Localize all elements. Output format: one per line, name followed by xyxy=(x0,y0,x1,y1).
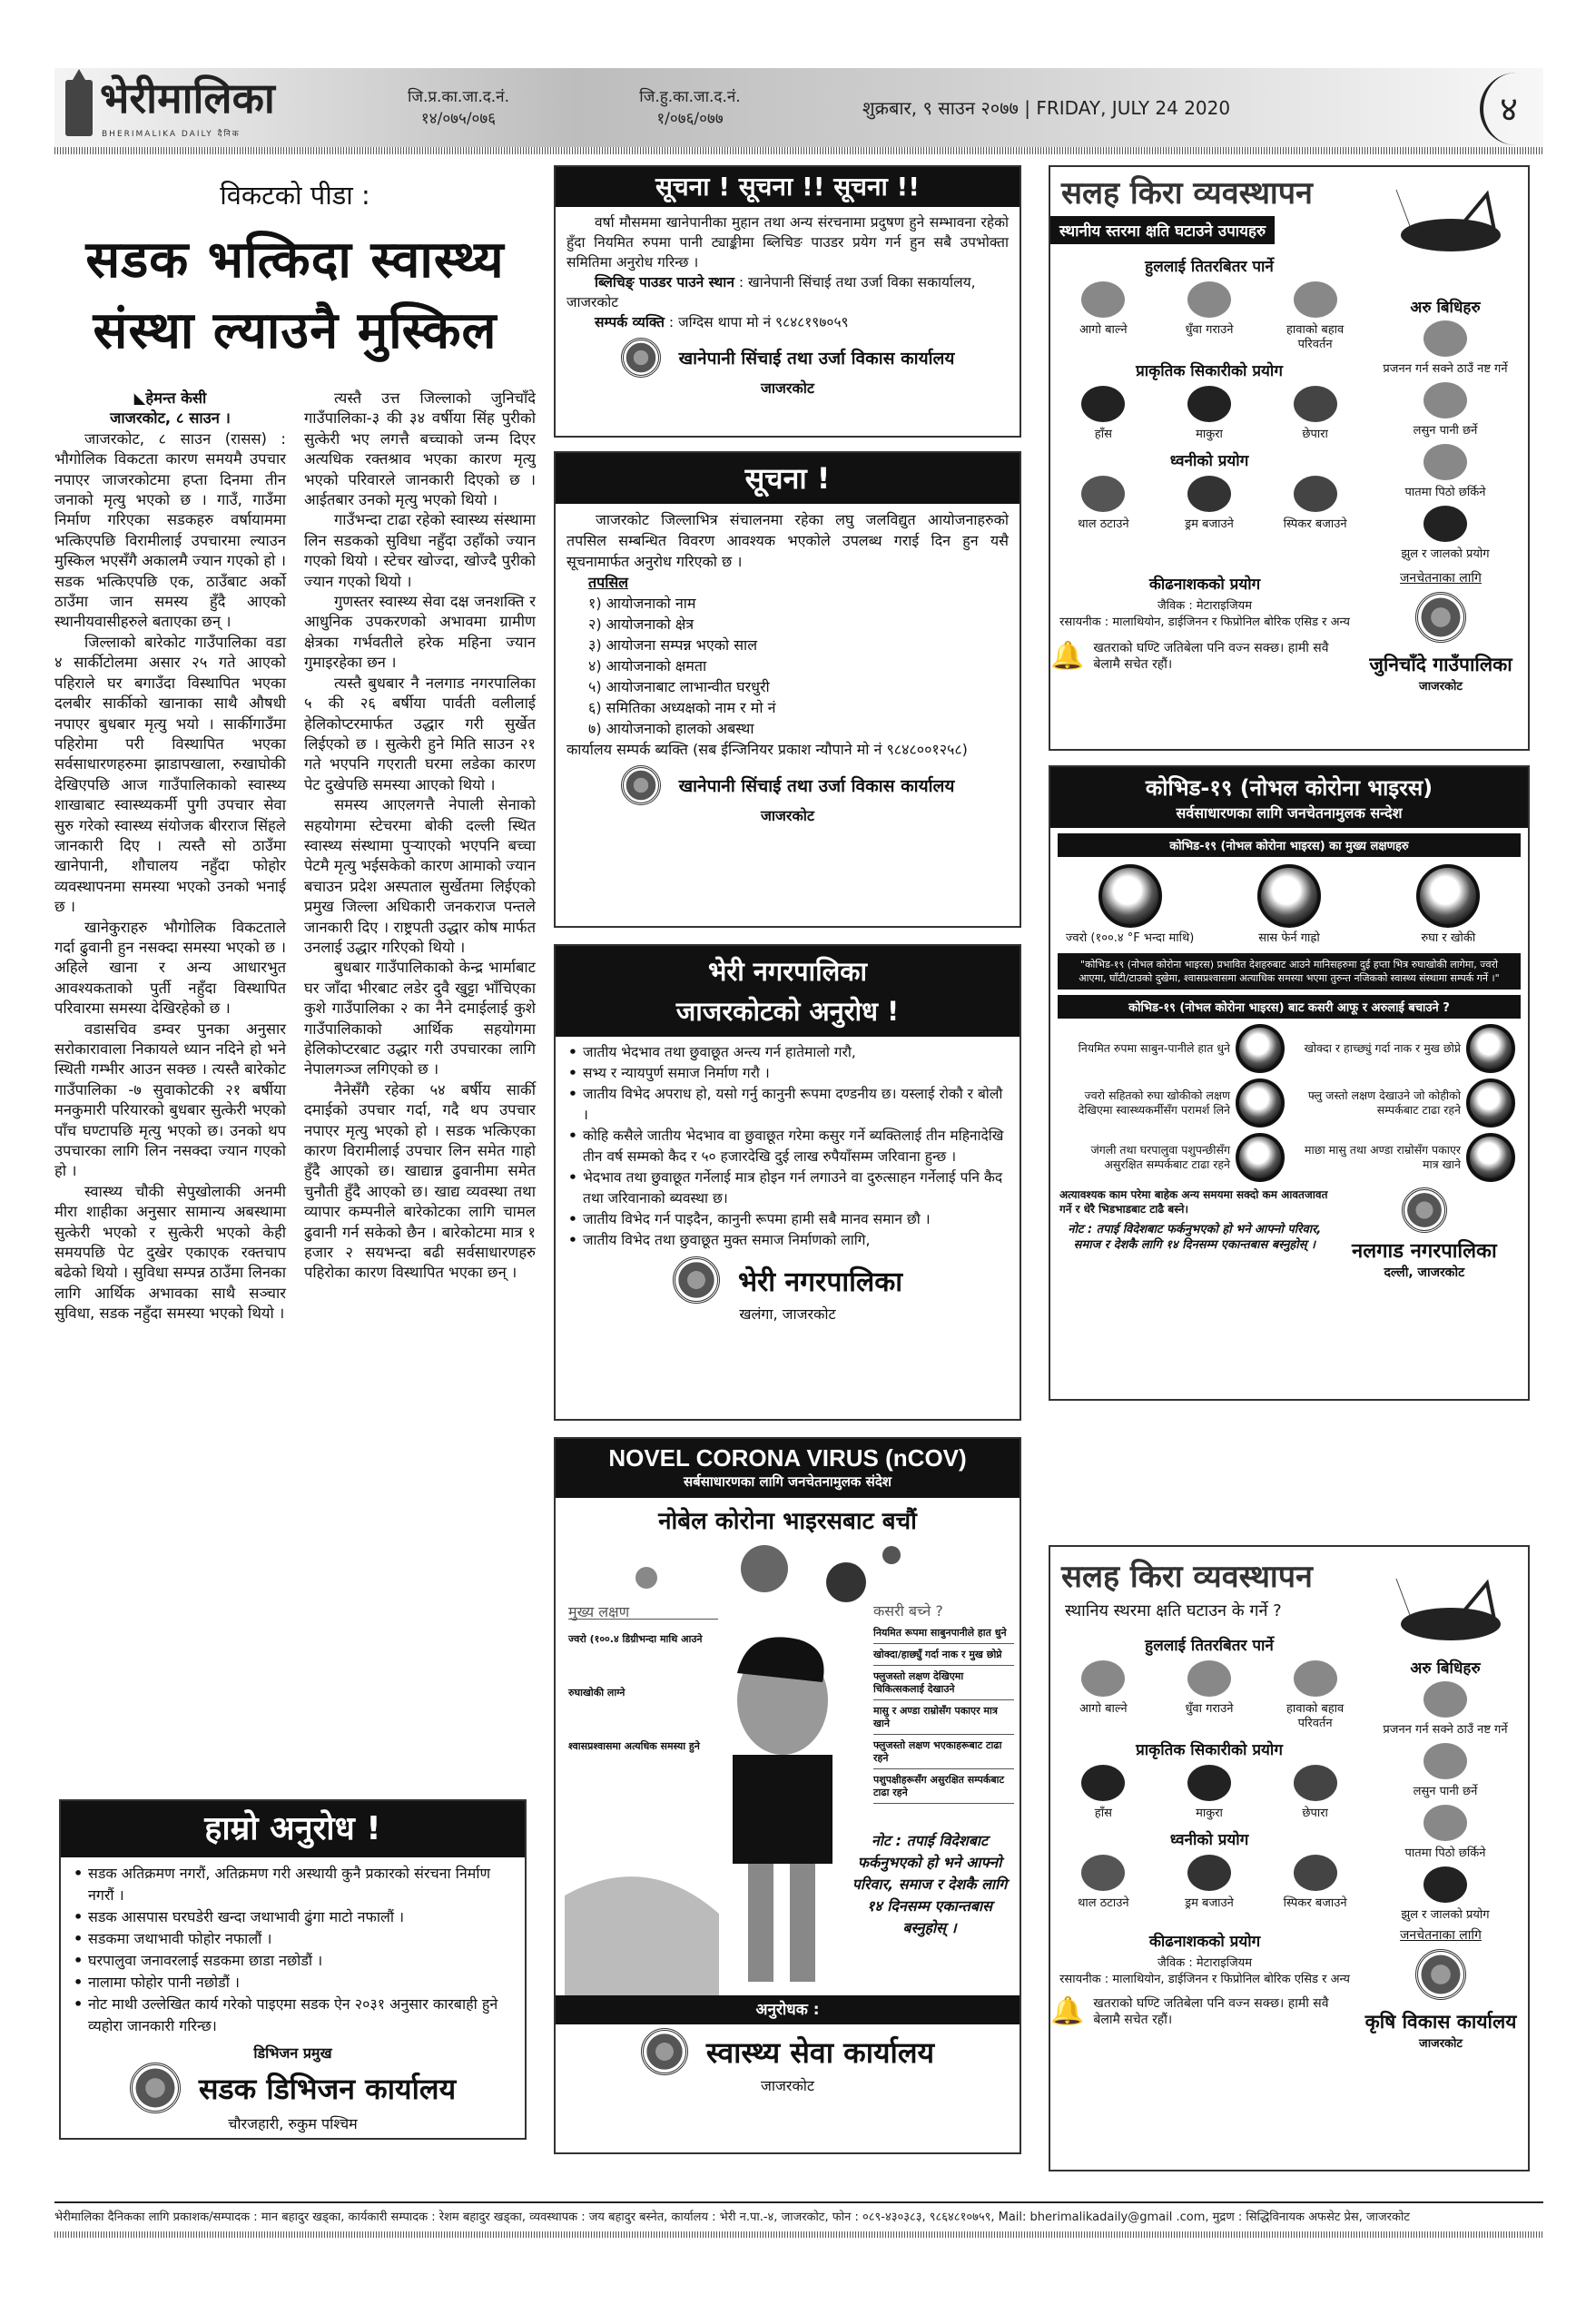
plate-icon xyxy=(1081,476,1125,512)
list-item: २) आयोजनाको क्षेत्र xyxy=(588,615,694,633)
prevention-item: फ्लुजस्तो लक्षण देखिएमा चिकित्सकलाई देखाउने xyxy=(873,1670,1014,1700)
article-column-1 xyxy=(54,389,286,1324)
bell-icon: 🔔 xyxy=(1050,1995,1085,2027)
method-label: झुल र जालको प्रयोग xyxy=(1401,1908,1490,1922)
drum-icon xyxy=(1187,476,1231,512)
list-item: ६) समितिका अध्यक्षको नाम र मो नं xyxy=(588,699,776,716)
nepal-emblem-icon xyxy=(1415,592,1466,643)
method-label: छेपारा xyxy=(1302,428,1328,441)
pesticide-bio: जैविक : मेटाराइजियम xyxy=(1157,1956,1252,1970)
notice1-org-line xyxy=(556,338,1020,378)
paragraph: वडासचिव डम्वर पुनका अनुसार सरोकारावाला निकायले ध्यान नदिने हो भने स्थिती गम्भीर आउन सक्छ । त्यस्तै बारेकोट गाउँपालिका -७ सुवाकोटकी २१ बर्षीया मनकुमारी परियारको बुधबार सुत्केरी भएको पाँच घण्टापछि मृत्यु भएको छ। उनको थप उपचारका लागि लिन नसक्दा ज्यान गएको हो । xyxy=(54,1019,286,1180)
corona-place: जाजरकोट xyxy=(761,2077,814,2094)
covid-org: नलगाड नगरपालिका xyxy=(1352,1240,1497,1263)
bheri-title-1: भेरी नगरपालिका xyxy=(707,956,868,987)
awareness-label: जनचेतनाका लागि xyxy=(1400,571,1482,586)
locust2-org: कृषि विकास कार्यालय xyxy=(1364,2011,1517,2033)
locust-ad-junichande xyxy=(1049,165,1530,751)
duck-icon xyxy=(1081,1765,1125,1801)
net-icon xyxy=(1423,1866,1467,1903)
sponsor-label: अनुरोधक : xyxy=(556,1995,1020,2024)
covid-header xyxy=(1050,767,1528,828)
spider-icon xyxy=(1187,386,1231,422)
method-label: धुँवा गराउने xyxy=(1185,1702,1234,1716)
avoid-animals-icon xyxy=(1236,1133,1285,1182)
list-item: • सभ्य र न्यायपुर्ण समाज निर्माण गरौ । xyxy=(566,1063,1009,1084)
list-item: • घरपालुवा जनावरलाई सडकमा छाडा नछोडौं । xyxy=(72,1950,514,1972)
road-ad-place: चौरजहारी, रुकुम पश्चिम xyxy=(228,2115,358,2132)
locust1-group3: ध्वनीको प्रयोग xyxy=(1169,452,1249,470)
paragraph: जाजरकोट, ८ साउन (रासस) : भौगोलिक विकटता कारण समयमै उपचार नपाएर जाजरकोटमा हप्ता दिनमा तीन जनाको मृत्यु भएको छ । गाउँ, गाउँमा निर्माण गरिएका सडकहरु वर्षायाममा भत्किएपछि विरामीलाई उपचारमा ल्याउन मुस्किल भएसँगै अकालमै ज्यान गएको हो । सडक भत्किएपछि एक, ठाउँबाट अर्को ठाउँमा जान समस्य हुँदै आएको स्थानीयवासीहरुले बताएका छन् । xyxy=(54,429,286,631)
covid-prevention-heading: कोभिड-१९ (नोभल कोरोना भाइरस) बाट कसरी आफू र अरुलाई बचाउने ? xyxy=(1058,995,1521,1019)
covid-symptoms-heading: कोभिड-१९ (नोभल कोरोना भाइरस) का मुख्य लक्षणहरु xyxy=(1058,833,1521,857)
corona-ad-heading: नोबेल कोरोना भाइरसबाट बचौं xyxy=(658,1508,917,1535)
pesticide-bio: जैविक : मेटाराइजियम xyxy=(1157,599,1252,613)
prevention-label: माछा मासु तथा अण्डा राम्रोसँग पकाएर मात्र खाने xyxy=(1304,1143,1461,1171)
locust2-group2: प्राकृतिक सिकारीको प्रयोग xyxy=(1136,1741,1283,1759)
nepal-emblem-icon xyxy=(673,1256,720,1304)
locust1-pesticide-heading: कीढनाशकको प्रयोग xyxy=(1148,576,1261,594)
paragraph: गुणस्तर स्वास्थ्य सेवा दक्ष जनशक्ति र आधुनिक उपकरणको अभावमा ग्रामीण क्षेत्रका गर्भवतीले हरेक महिना ज्यान गुमाइरहेका छन । xyxy=(304,593,536,672)
newspaper-subtitle: BHERIMALIKA DAILY दैनिक xyxy=(102,130,241,139)
method-label: माकुरा xyxy=(1196,1807,1223,1820)
locust1-title: सलह किरा व्यवस्थापन xyxy=(1061,175,1313,212)
method-label: हाँस xyxy=(1094,428,1112,441)
prevention-item: नियमित रूपमा साबुनपानीले हात धुने xyxy=(873,1627,1014,1644)
covid-place: दल्ली, जाजरकोट xyxy=(1384,1265,1465,1280)
method-label: लसुन पानी छर्ने xyxy=(1413,1785,1478,1798)
bheri-place: खलंगा, जाजरकोट xyxy=(739,1305,836,1323)
locust1-subtitle: स्थानीय स्तरमा क्षति घटाउने उपायहरु xyxy=(1050,216,1275,244)
nepal-emblem-icon xyxy=(1402,1187,1447,1233)
cook-food-icon xyxy=(1466,1133,1515,1182)
man-jacket xyxy=(733,1755,832,1864)
bheri-org-line xyxy=(556,1256,1020,1304)
footer-rule-bottom xyxy=(54,2231,1543,2238)
notice2-org: खानेपानी सिंचाई तथा उर्जा विकास कार्यालय xyxy=(678,776,955,796)
locust2-place: जाजरकोट xyxy=(1419,2037,1463,2051)
wind-icon xyxy=(1294,1660,1337,1697)
list-item: • सडकमा जथाभावी फोहोर नफालौं । xyxy=(72,1928,514,1950)
symptom-label: रुघा र खोकी xyxy=(1421,931,1476,945)
nepal-emblem-icon xyxy=(621,338,661,378)
covid19-ad-nalgad xyxy=(1049,765,1530,1401)
locust1-group1: हुललाई तितरबितर पार्ने xyxy=(1145,258,1274,276)
registration-2 xyxy=(599,86,781,130)
road-ad-org: सडक डिभिजन कार्यालय xyxy=(198,2071,457,2106)
method-label: हावाको बहाव परिवर्तन xyxy=(1286,323,1345,351)
method-label: पातमा पिठो छर्किने xyxy=(1404,1846,1486,1860)
list-item: ७) आयोजनाको हालको अबस्था xyxy=(588,720,754,737)
world-map xyxy=(565,1876,719,1995)
cover-mouth-icon xyxy=(1466,1024,1515,1073)
notice2-title: सूचना ! xyxy=(556,453,1020,504)
method-label: स्पिकर बजाउने xyxy=(1283,517,1347,531)
prevention-item: खोक्दा/हाछ्युँ गर्दा नाक र मुख छोप्ने xyxy=(873,1649,1014,1666)
smoke-icon xyxy=(1187,1660,1231,1697)
article-column-2 xyxy=(304,389,536,1324)
author: ◣हेमन्त केसी xyxy=(133,389,207,407)
covid-quote: "कोभिड-१९ (नोभल कोरोना भाइरस) प्रभावित देशहरुबाट आउने मानिसहरुमा दुई हप्ता भित्र रुघाखोकी लागेमा, ज्वरो आएमा, घाँटी/टाउको दुखेमा, श्वासप्रश्वासमा अत्याधिक समस्या भएमा तुरुन्त नजिकको स्वास्थ्य संस्थामा सम्पर्क गर्ने ।" xyxy=(1058,953,1521,990)
leaf-icon xyxy=(1423,320,1467,357)
paragraph: जिल्लाको बारेकोट गाउँपालिका वडा ४ सार्कीटोलमा असार २५ गते आएको पहिराले घर बगाउँदा विस्थापित भएका दलबीर सार्कीको खानाका साथै औषधी नपाएर बुधबार मृत्यु भयो । सार्कीगाउँमा पहिरोमा परी विस्थापित भएका सर्वसाधारणहरुमा झाडापखाला, रुखाघोकी देखिएपछि आज गाउँपालिकाको स्वास्थ्य शाखाबाट स्वास्थ्यकर्मी पुगी उपचार सेवा सुरु गरेको स्वास्थ्य संयोजक बीरराज सिंहले जानकारी दिए । त्यस्तै सो ठाउँमा खानेपानी, शौचालय नहुँदा फोहोर व्यवस्थापनमा समस्या भएको उनको भनाई छ । xyxy=(54,633,286,916)
covid-prevention-grid xyxy=(1050,1019,1528,1187)
notice1-body: वर्षा मौसममा खानेपानीका मुहान तथा अन्य संरचनामा प्रदुषण हुने सम्भावना रहेको हुँदा नियमित रुपमा पानी ट्याङ्कीमा ब्लिचिङ पाउडर प्रयेग गर्न हुन सबै उपभोक्ता समितिमा अनुरोध गरिन्छ । xyxy=(566,214,1009,271)
garlic-icon xyxy=(1423,1743,1467,1779)
article-body xyxy=(54,389,536,1324)
flour-icon xyxy=(1423,444,1467,480)
method-label: माकुरा xyxy=(1196,428,1223,441)
method-label: थाल ठटाउने xyxy=(1078,1896,1129,1910)
notice1-contact-label: सम्पर्क व्यक्ति xyxy=(595,314,665,330)
leaf-icon xyxy=(1423,1681,1467,1718)
method-label: आगो बाल्ने xyxy=(1079,1702,1128,1716)
smoke-icon xyxy=(1187,281,1231,318)
dateline: जाजरकोट, ८ साउन । xyxy=(110,409,231,428)
method-label: पातमा पिठो छर्किने xyxy=(1404,486,1486,499)
list-item: • कोहि कसैले जातीय भेदभाव वा छुवाछूत गरेमा कसुर गर्ने ब्यक्तिलाई तीन महिनादेखि तीन वर्ष सम्मको कैद र ५० हजारदेखि दुई लाख रुपैयाँसम्म जरिवाना हुन्छ । xyxy=(566,1126,1009,1167)
nepal-emblem-icon xyxy=(621,765,661,805)
corona-org: स्वास्थ्य सेवा कार्यालय xyxy=(705,2034,935,2070)
road-ad-signer: डिभिजन प्रमुख xyxy=(253,2044,332,2062)
fire-icon xyxy=(1081,281,1125,318)
megaphone-icon xyxy=(1294,1855,1337,1891)
prevention-panel xyxy=(873,1602,1014,1804)
method-label: हाँस xyxy=(1094,1807,1112,1820)
notice2-list-heading: तपसिल xyxy=(588,574,629,591)
nepal-emblem-icon xyxy=(1415,1949,1466,2000)
notice1-place-label: ब्लिचिङ् पाउडर पाउने स्थान xyxy=(595,274,734,290)
method-label: लसुन पानी छर्ने xyxy=(1413,424,1478,438)
notice2-place: जाजरकोट xyxy=(761,807,814,824)
list-item: • सडक अतिक्रमण नगरौं, अतिक्रमण गरी अस्थायी कुनै प्रकारको संरचना निर्माण नगरौं । xyxy=(72,1863,514,1906)
nepal-emblem-icon xyxy=(641,2028,688,2075)
corona-infographic xyxy=(556,1541,1020,1995)
grasshopper-icon xyxy=(1392,1574,1510,1656)
list-item: ३) आयोजना सम्पन्न भएको साल xyxy=(588,636,758,654)
virus-icon xyxy=(882,1546,901,1564)
locust2-group3-items xyxy=(1050,1855,1368,1911)
road-ad-org-line xyxy=(61,2063,525,2113)
method-label: थाल ठटाउने xyxy=(1078,517,1129,531)
locust2-pesticide-heading: कीढनाशकको प्रयोग xyxy=(1148,1933,1261,1951)
handwash-icon xyxy=(1236,1024,1285,1073)
notice2-body: जाजरकोट जिल्लाभित्र संचालनमा रहेका लघु जलविद्युत आयोजनाहरुको तपसिल सम्बन्धित विवरण आवश्यक भएकोले उपलब्ध गराई दिन हुन यसै सूचनामार्फत अनुरोध गरिएको छ । xyxy=(566,511,1009,570)
newspaper-logo xyxy=(65,73,356,145)
list-item: • जातीय विभेद अपराध हो, यसो गर्नु कानुनी रूपमा दण्डनीय छ। यस्लाई रोकौ र बोलौ । xyxy=(566,1084,1009,1126)
symptom-item: श्वासप्रश्वासमा अत्यधिक समस्या हुने xyxy=(568,1740,700,1752)
water-notice-1 xyxy=(554,165,1021,438)
notice1-contact-value: : जग्दिस थापा मो नं ९८४८१९७०५९ xyxy=(668,314,849,330)
fire-icon xyxy=(1081,1660,1125,1697)
spider-icon xyxy=(1187,1765,1231,1801)
locust2-other-heading: अरु बिधिहरु xyxy=(1410,1659,1481,1678)
reg2-label: जि.हु.का.जा.द.नं. xyxy=(639,88,741,106)
road-ad-list xyxy=(61,1857,525,2043)
method-label: हावाको बहाव परिवर्तन xyxy=(1286,1702,1345,1730)
locust2-group1-items xyxy=(1050,1660,1368,1731)
symptom-item: ज्वरो (१००.४ डिग्रीभन्दा माथि आउने xyxy=(568,1633,703,1645)
list-item: १) आयोजनाको नाम xyxy=(588,595,696,612)
prevention-item: फ्लुजस्तो लक्षण भएकाहरूबाट टाढा रहने xyxy=(873,1739,1014,1769)
prevention-label: नियमित रुपमा साबुन-पानीले हात धुने xyxy=(1078,1041,1230,1055)
headline-line-1: सडक भत्किदा स्वास्थ्य xyxy=(85,231,505,290)
footer-imprint: भेरीमालिका दैनिकका लागि प्रकाशक/सम्पादक : मान बहादुर खड्का, कार्यकारी सम्पादक : रेशम बहादुर खड्का, व्यवस्थापक : जय बहादुर बस्नेत, कार्यालय : भेरी न.पा.-४, जाजरकोट, फोन : ०८९-४३०३८३, ९८६४८१०७५९, Mail: bherimalikadaily@gmail .com, मुद्रण : सिद्धिविनायक अफसेट प्रेस, जाजरकोट xyxy=(54,2211,1410,2224)
virus-icon xyxy=(635,1567,657,1589)
pesticide-chem: रसायनीक : मालाथियोन, डाईजिनन र फिप्रोनिल बोरिक एसिड र अन्य xyxy=(1059,1973,1350,1986)
corona-ad-header xyxy=(556,1439,1020,1498)
method-label: प्रजनन गर्न सक्ने ठाउँ नष्ट गर्ने xyxy=(1383,362,1508,376)
virus-icon xyxy=(741,1545,788,1592)
paragraph: गाउँभन्दा टाढा रहेको स्वास्थ्य संस्थामा लिन सडकको सुविधा नहुँदा उहाँको ज्यान गएको थियो । स्टेचर खोज्दा, खोज्दै पुरीको ज्यान गएको थियो । xyxy=(304,511,536,590)
reg1-value: १४/०७५/०७६ xyxy=(420,110,497,128)
symptom-label: ज्वरो (१००.४ °F भन्दा माथि) xyxy=(1065,931,1195,945)
paragraph: त्यस्तै उत्त जिल्लाको जुनिचाँदे गाउँपालिका-३ की ३४ वर्षीया सिंह पुरीको सुत्केरी भए लगत्तै बच्चाको जन्म दिएर अत्यधिक रक्तश्राव भएका कारण मृत्यु भएको परिवारले जानकारी दिएको छ । आईतबार उनको मृत्यु भएको थियो । xyxy=(304,389,536,509)
issue-date: शुक्रबार, ९ साउन २०७७ | FRIDAY, JULY 24 2020 xyxy=(862,97,1231,119)
headline-line-2: संस्था ल्याउनै मुस्किल xyxy=(93,301,497,360)
list-item: ४) आयोजनाको क्षमता xyxy=(588,657,707,675)
prevention-item: मासु र अण्डा राम्रोसँग पकाएर मात्र खाने xyxy=(873,1705,1014,1735)
locust2-group3: ध्वनीको प्रयोग xyxy=(1169,1831,1249,1849)
novel-corona-ad xyxy=(554,1437,1021,2154)
footer-rule-top xyxy=(54,2201,1543,2203)
main-article xyxy=(54,168,536,1324)
road-division-ad xyxy=(59,1799,527,2140)
prevention-label: ज्वरो सहितको रुघा खोकीको लक्षण देखिएमा स्वास्थ्यकर्मीसँग परामर्श लिने xyxy=(1078,1088,1230,1117)
list-item: • भेदभाव तथा छुवाछूत गर्नेलाई मात्र होइन गर्न लगाउने वा दुरुत्साहन गर्नेलाई पनि कैद तथा जरिवानाको ब्यवस्था छ। xyxy=(566,1167,1009,1209)
masthead-rule xyxy=(54,147,1543,154)
list-item: • नोट माथी उल्लेखित कार्य गरेको पाइएमा सडक ऐन २०३१ अनुसार कारबाही हुने व्यहोरा जानकारी गरिन्छ। xyxy=(72,1994,514,2037)
nepal-emblem-icon xyxy=(130,2063,181,2113)
method-label: झुल र जालको प्रयोग xyxy=(1401,547,1490,561)
list-item: • नालामा फोहोर पानी नछोडौं । xyxy=(72,1972,514,1994)
covid-advice: अत्यावश्यक काम परेमा बाहेक अन्य समयमा सक्दो कम आवतजावत गर्ने र धेरै भिडभाडबाट टाढै बस्ने। xyxy=(1059,1188,1328,1216)
article-kicker: विकटको पीडा : xyxy=(220,180,370,211)
locust2-group1: हुललाई तितरबितर पार्ने xyxy=(1145,1637,1274,1655)
article-headline xyxy=(54,225,536,367)
notice1-place: जाजरकोट xyxy=(761,379,814,397)
symptoms-label: मुख्य लक्षण xyxy=(568,1605,718,1620)
locust1-other-heading: अरु बिधिहरु xyxy=(1410,299,1481,317)
corona-ad-title: NOVEL CORONA VIRUS (nCOV) xyxy=(608,1444,967,1472)
bheri-ad-list xyxy=(556,1037,1020,1256)
method-label: आगो बाल्ने xyxy=(1079,323,1128,337)
bheri-ad-title xyxy=(556,946,1020,1037)
prevention-item: पशुपक्षीहरूसँग असुरक्षित सम्पर्कबाट टाढा रहने xyxy=(873,1774,1014,1804)
bheri-title-2: जाजरकोटको अनुरोध ! xyxy=(675,996,900,1027)
paragraph: स्वास्थ्य चौकी सेपुखोलाकी अनमी मीरा शाहीका अनुसार सामान्य अबस्थामा सुत्केरी भएको र सुत्केरी भएको केही समयपछि पेट दुखेर एकाएक रक्तचाप बढेको थियो । सुविधा सम्पन्न ठाउँमा लिनका लागि आर्थिक अभावका साथै सञ्चार सुविधा, सडक नहुँदा समस्या भएको थियो । xyxy=(54,1182,286,1323)
reg1-label: जि.प्र.का.जा.द.नं. xyxy=(407,88,510,106)
list-item: • जातीय भेदभाव तथा छुवाछूत अन्त्य गर्न हातेमालो गरौ, xyxy=(566,1042,1009,1063)
notice1-org: खानेपानी सिंचाई तथा उर्जा विकास कार्यालय xyxy=(678,349,955,369)
bheri-municipality-ad xyxy=(554,944,1021,1421)
corona-note: नोट : तपाई विदेशबाट फर्कनुभएको हो भने आफ्नो परिवार, समाज र देशकै लागि १४ दिनसम्म एकान्तबास बस्नुहोस् । xyxy=(852,1832,1008,1936)
road-ad-title: हाम्रो अनुरोध ! xyxy=(61,1801,525,1857)
net-icon xyxy=(1423,506,1467,542)
locust1-group2-items xyxy=(1050,386,1368,442)
drum-icon xyxy=(1187,1855,1231,1891)
prevention-label: जंगली तथा घरपालुवा पशुपन्छीसँग असुरक्षित सम्पर्कबाट टाढा रहने xyxy=(1090,1143,1230,1171)
locust2-group2-items xyxy=(1050,1765,1368,1821)
list-item: • जातीय विभेद गर्न पाइदैन, कानुनी रूपमा हामी सबै मानव समान छौ । xyxy=(566,1209,1009,1230)
virus-icon xyxy=(826,1562,866,1602)
pesticide-chem: रसायनीक : मालाथियोन, डाईजिनन र फिप्रोनिल बोरिक एसिड र अन्य xyxy=(1059,615,1350,629)
notice1-place-value: : खानेपानी सिंचाई तथा उर्जा विका सकार्यालय, जाजरकोट xyxy=(566,274,976,310)
grasshopper-icon xyxy=(1392,185,1510,267)
paragraph: बुधबार गाउँपालिकाको केन्द्र भार्माबाट घर जाँदा भीरबाट लडेर दुवै खुट्टा भाँचिएका कुशे गाउँपालिका २ का नैने दमाईलाई कुशे गाउँपालिकाको आर्थिक सहयोगमा हेलिकोप्टरबाट उद्धार गरी उपचारका लागि नेपालगञ्ज लगिएको छ । xyxy=(304,959,536,1078)
locust1-group3-items xyxy=(1050,476,1368,532)
paragraph: नैनेसँगै रहेका ५४ बर्षीय सार्की दमाईको उपचार गर्दा, गदै थप उपचार नपाएर मृत्यु भएको हो । सडक भत्किएका कारण विरामीलाई उपचार लिन समेत गाहो हुँदै आएको छ। खाद्यान्न ढुवानीमा समेत चुनौती हुँदै आएको छ। खाद्य व्यवस्था तथा व्यापार कम्पनीले बारेकोटका लागि चामल ढुवानी गर्न सकेको छैन । बारेकोटमा मात्र १ हजार २ सयभन्दा बढी सर्वसाधारणहरु पहिरोका कारण विस्थापित भएका छन् । xyxy=(304,1080,536,1282)
locust2-title: सलह किरा व्यवस्थापन xyxy=(1061,1559,1313,1595)
locust1-place: जाजरकोट xyxy=(1419,680,1463,694)
reg2-value: १/०७६/०७७ xyxy=(656,110,724,128)
pen-icon xyxy=(65,80,93,136)
method-label: ड्रम बजाउने xyxy=(1185,1896,1234,1910)
prevention-label: कसरी बच्ने ? xyxy=(873,1602,943,1620)
cough-icon xyxy=(1416,864,1480,928)
locust1-group2: प्राकृतिक सिकारीको प्रयोग xyxy=(1136,362,1283,380)
notice2-list xyxy=(588,593,1009,739)
covid-title: कोभिड-१९ (नोभल कोरोना भाइरस) xyxy=(1145,775,1433,801)
locust2-subtitle: स्थानिय स्थरमा क्षति घटाउन के गर्ने ? xyxy=(1065,1601,1282,1620)
bheri-org: भेरी नगरपालिका xyxy=(737,1265,903,1298)
megaphone-icon xyxy=(1294,476,1337,512)
breathing-difficulty-icon xyxy=(1257,864,1321,928)
method-label: ड्रम बजाउने xyxy=(1185,517,1234,531)
locust1-group1-items xyxy=(1050,281,1368,352)
prevention-label: फ्लु जस्तो लक्षण देखाउने जो कोहीको सम्पर्कबाट टाढा रहने xyxy=(1307,1088,1461,1117)
bell-icon: 🔔 xyxy=(1050,640,1085,672)
plate-icon xyxy=(1081,1855,1125,1891)
bell-text: खतराको घण्टि जतिबेला पनि वज्न सक्छ। हामी सवै बेलामै सचेत रहौं। xyxy=(1093,1996,1329,2027)
bell-text: खतराको घण्टि जतिबेला पनि वज्न सक्छ। हामी सवै बेलामै सचेत रहौं। xyxy=(1093,641,1329,672)
symptoms-panel xyxy=(568,1605,718,1753)
page-number: ४ xyxy=(1480,73,1534,145)
method-label: प्रजनन गर्न सक्ने ठाउँ नष्ट गर्ने xyxy=(1383,1723,1508,1737)
method-label: छेपारा xyxy=(1302,1807,1328,1820)
awareness-label: जनचेतनाका लागि xyxy=(1400,1928,1482,1943)
notice1-title: सूचना ! सूचना !! सूचना !! xyxy=(556,167,1020,207)
duck-icon xyxy=(1081,386,1125,422)
list-item: ५) आयोजनाबाट लाभान्वीत घरधुरी xyxy=(588,678,770,695)
paragraph: समस्य आएलगत्तै नेपाली सेनाको सहयोगमा स्टेचरमा बोकी दल्ली स्थित स्वास्थ्य संस्थामा पुऱ्याएको भएपनि बच्चा पेटमै मृत्यु भईसकेको कारण आमाको ज्यान बचाउन प्रदेश अस्पताल सुर्खेतमा लिईएको प्रमुख जिल्ला अधिकारी जनकराज पन्तले जानकारी दिए । राष्ट्रपती उद्धार कोष मार्फत उनलाई उद्धार गरिएको थियो । xyxy=(304,796,536,956)
hydro-notice-2 xyxy=(554,451,1021,928)
notice2-contact: कार्यालय सम्पर्क ब्यक्ति (सब ईन्जिनियर प्रकाश न्यौपाने मो नं ९८४८००१२५८) xyxy=(566,741,968,758)
paragraph: त्यस्तै बुधबार नै नलगाड नगरपालिका ५ की २६ बर्षीया पार्वती वलीलाई हेलिकोप्टरमार्फत उद्धार गरी सुर्खेत लिईएको छ । सुत्केरी हुने मिति साउन २१ गते भएपनि गएराती घरमा लडेका कारण पेट दुखेपछि समस्या आएको थियो । xyxy=(304,674,536,793)
method-label: स्पिकर बजाउने xyxy=(1283,1896,1347,1910)
list-item: • जातीय विभेद तथा छुवाछूत मुक्त समाज निर्माणको लागि, xyxy=(566,1230,1009,1251)
symptom-item: रुघाखोकी लाग्ने xyxy=(568,1687,626,1699)
paragraph: खानेकुराहरु भौगोलिक विकटताले गर्दा ढुवानी हुन नसक्दा समस्या भएको छ । अहिले खाना र अन्य आधारभुत आवश्यकताको पुर्ती नहुँदा विस्थापित परिवारमा समस्या देखिरहेको छ । xyxy=(54,918,286,1018)
corona-ad-subtitle: सर्बसाधारणका लागि जनचेतनामुलक संदेश xyxy=(684,1473,892,1490)
fever-icon xyxy=(1098,864,1162,928)
corona-org-line xyxy=(556,2028,1020,2075)
locust-ad-agriculture xyxy=(1049,1545,1530,2171)
covid-note: नोट : तपाई विदेशबाट फर्कनुभएको हो भने आफ्नो परिवार, समाज र देशकै लागि १४ दिनसम्म एकान्तबास बस्नुहोस् । xyxy=(1068,1223,1322,1252)
flour-icon xyxy=(1423,1805,1467,1841)
symptom-label: सास फेर्न गाह्रो xyxy=(1258,931,1320,945)
avoid-contact-icon xyxy=(1466,1078,1515,1128)
newspaper-title: भेरीमालिका xyxy=(100,74,275,123)
registration-1 xyxy=(368,86,549,130)
lizard-icon xyxy=(1294,386,1337,422)
covid-symptoms xyxy=(1050,864,1528,946)
lizard-icon xyxy=(1294,1765,1337,1801)
locust1-org: जुनिचाँदे गाउँपालिका xyxy=(1369,654,1512,675)
consult-doctor-icon xyxy=(1236,1078,1285,1128)
list-item: • सडक आसपास घरघडेरी खन्दा जथाभावी ढुंगा माटो नफालौं । xyxy=(72,1906,514,1928)
method-label: धुँवा गराउने xyxy=(1185,323,1234,337)
prevention-label: खोक्दा र हाच्छ्युं गर्दा नाक र मुख छोप्ने xyxy=(1304,1041,1461,1055)
notice2-org-line xyxy=(556,765,1020,805)
wind-icon xyxy=(1294,281,1337,318)
covid-subtitle: सर्वसाधारणका लागि जनचेतनामुलक सन्देश xyxy=(1176,804,1403,822)
garlic-icon xyxy=(1423,382,1467,419)
